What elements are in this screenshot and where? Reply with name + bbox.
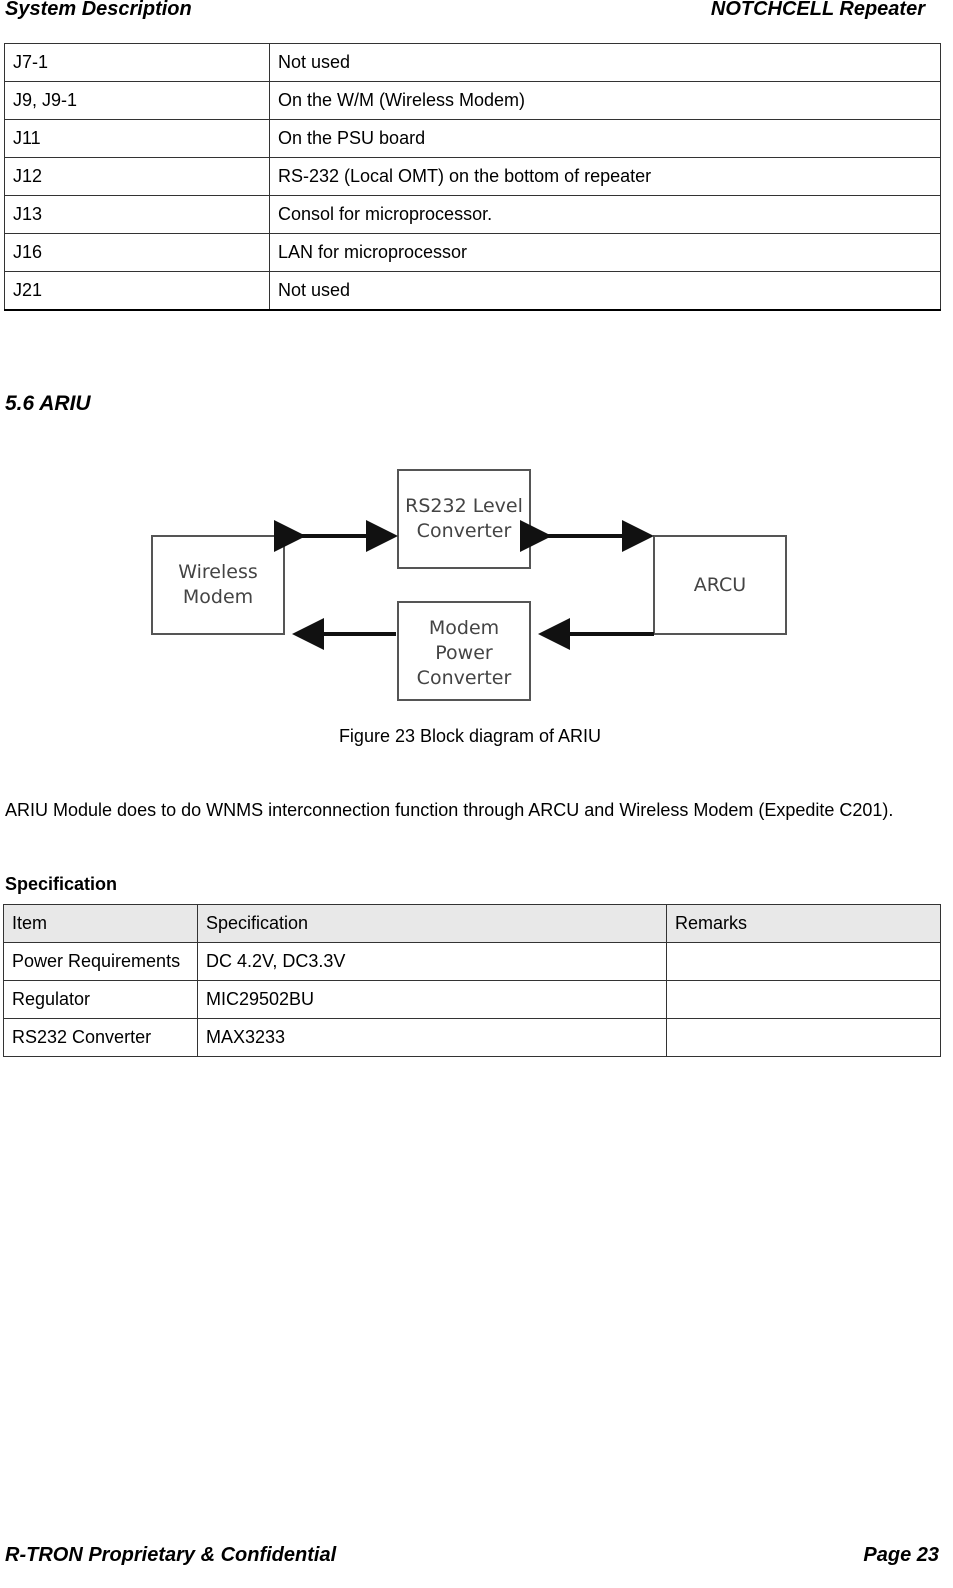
table-row <box>5 234 941 272</box>
rs232-label-1: RS232 Level <box>405 495 523 517</box>
pin-cell: J21 <box>5 272 270 311</box>
wireless-modem-block <box>152 536 284 634</box>
rs232-converter-block <box>398 470 530 568</box>
spec-cell: DC 4.2V, DC3.3V <box>198 943 667 981</box>
arcu-block <box>654 536 786 634</box>
figure-caption: Figure 23 Block diagram of ARIU <box>338 726 602 746</box>
arcu-label: ARCU <box>693 574 747 596</box>
section-title: 5.6 ARIU <box>5 392 91 415</box>
ariu-block-diagram <box>140 460 800 710</box>
column-header: Item <box>4 905 198 943</box>
table-row <box>5 272 941 311</box>
desc-cell: Not used <box>270 44 941 82</box>
wireless-modem-label-1: Wireless <box>178 561 258 583</box>
footer-page-number: Page 23 <box>863 1544 939 1566</box>
table-row <box>4 1019 941 1057</box>
pin-cell: J11 <box>5 120 270 158</box>
table-row <box>5 82 941 120</box>
pin-cell: J9, J9-1 <box>5 82 270 120</box>
wireless-modem-label-2: Modem <box>182 586 254 608</box>
table-row <box>4 981 941 1019</box>
desc-cell: Consol for microprocessor. <box>270 196 941 234</box>
modem-power-converter-block <box>398 602 530 700</box>
pin-cell: J13 <box>5 196 270 234</box>
desc-cell: Not used <box>270 272 941 311</box>
spec-heading: Specification <box>5 874 118 894</box>
header-left: System Description <box>5 0 192 20</box>
item-cell: RS232 Converter <box>4 1019 198 1057</box>
table-row <box>4 943 941 981</box>
desc-cell: On the PSU board <box>270 120 941 158</box>
header-right: NOTCHCELL Repeater <box>710 0 925 20</box>
spec-cell: MIC29502BU <box>198 981 667 1019</box>
table-row <box>5 120 941 158</box>
footer-left: R-TRON Proprietary & Confidential <box>5 1544 337 1566</box>
rs232-label-2: Converter <box>416 520 512 542</box>
column-header: Remarks <box>667 905 941 943</box>
desc-cell: LAN for microprocessor <box>270 234 941 272</box>
table-row <box>5 196 941 234</box>
table-row <box>5 158 941 196</box>
pin-cell: J16 <box>5 234 270 272</box>
modem-power-label-1: Modem <box>428 617 500 639</box>
table-row <box>5 44 941 82</box>
column-header: Specification <box>198 905 667 943</box>
pin-cell: J12 <box>5 158 270 196</box>
table-header-row <box>4 905 941 943</box>
remarks-cell <box>667 981 941 1019</box>
item-cell: Power Requirements <box>4 943 198 981</box>
pin-cell: J7-1 <box>5 44 270 82</box>
spec-cell: MAX3233 <box>198 1019 667 1057</box>
spec-table <box>3 904 941 1057</box>
modem-power-label-3: Converter <box>416 667 512 689</box>
connector-table <box>4 43 941 311</box>
remarks-cell <box>667 943 941 981</box>
item-cell: Regulator <box>4 981 198 1019</box>
desc-cell: RS-232 (Local OMT) on the bottom of repeater <box>270 158 941 196</box>
desc-cell: On the W/M (Wireless Modem) <box>270 82 941 120</box>
modem-power-label-2: Power <box>435 642 493 664</box>
body-paragraph: ARIU Module does to do WNMS interconnection function through ARCU and Wireless Modem (Expedite C201). <box>5 800 894 820</box>
remarks-cell <box>667 1019 941 1057</box>
